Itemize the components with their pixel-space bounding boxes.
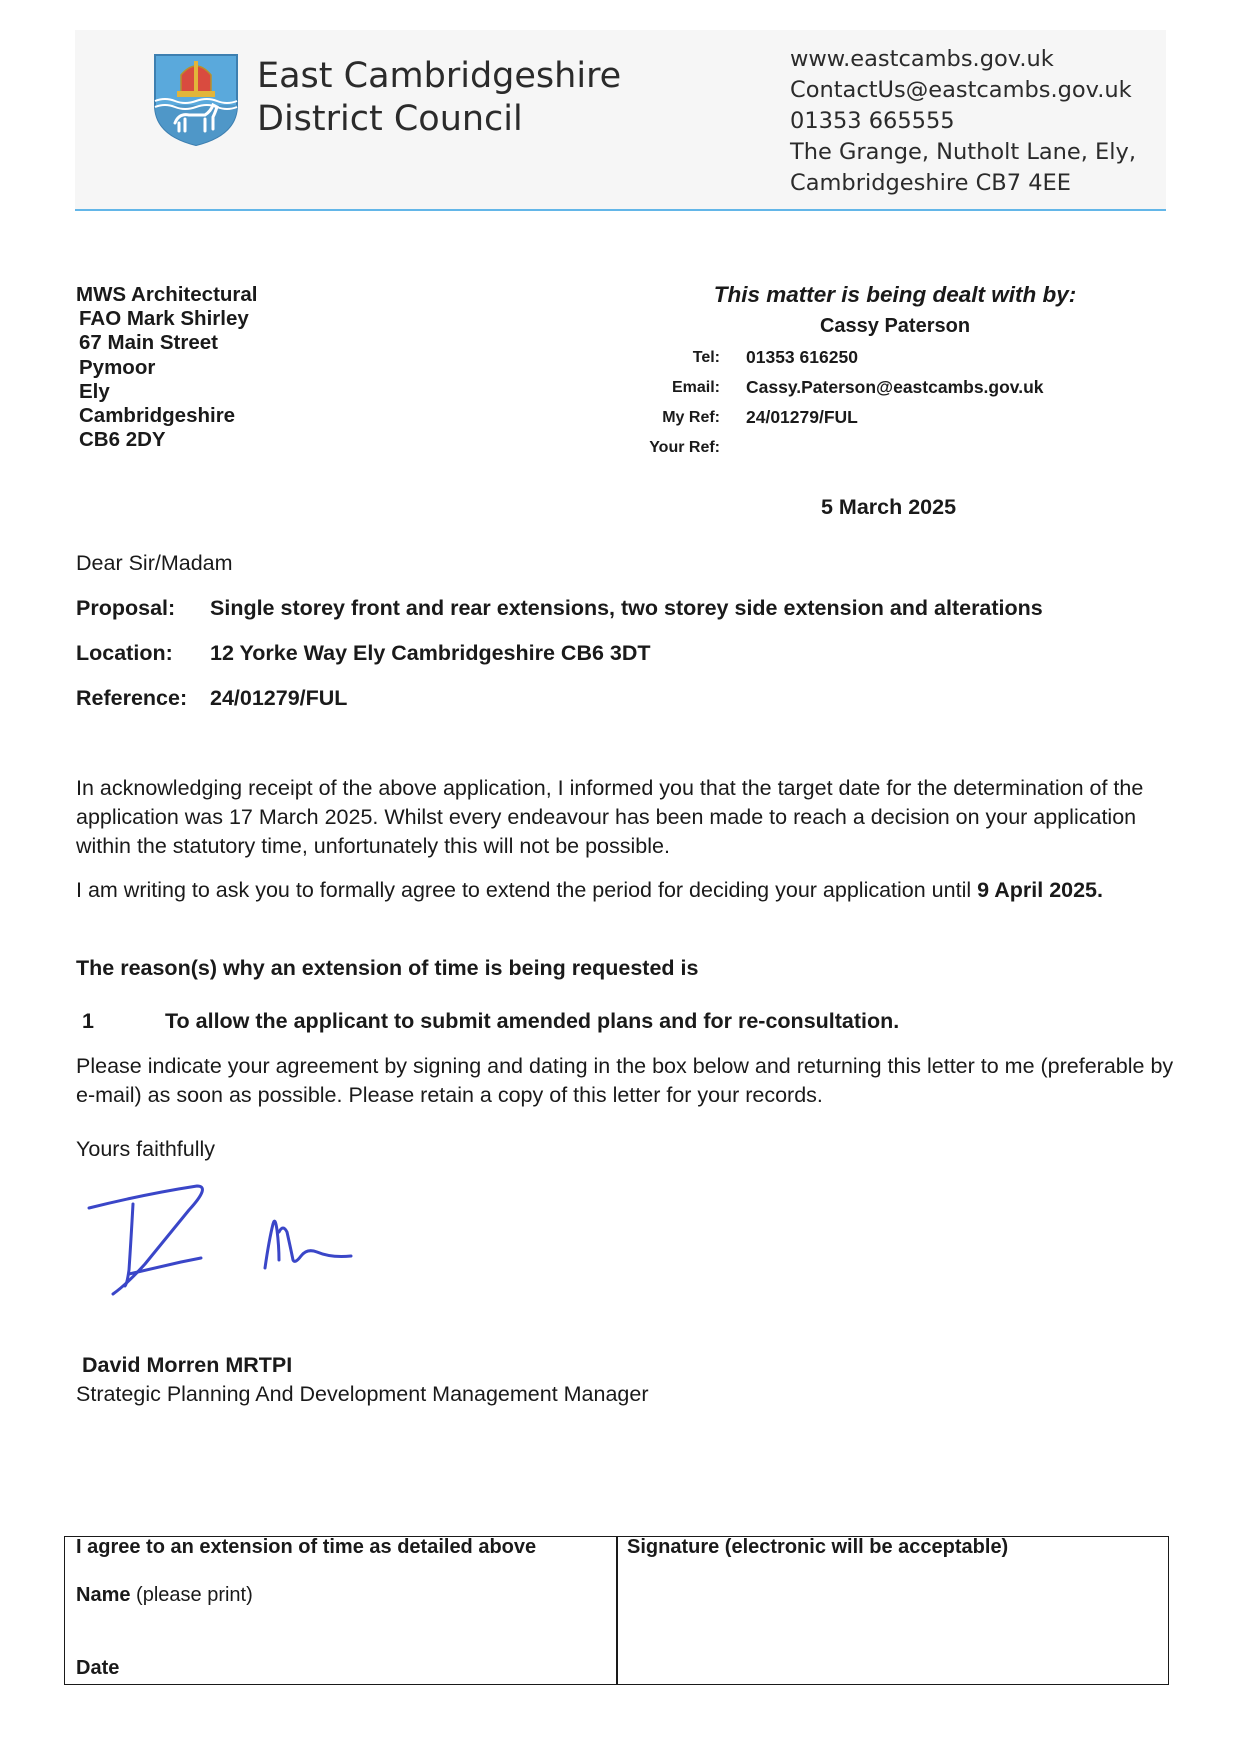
your-ref-label: Your Ref: (649, 439, 720, 456)
council-crest-icon (153, 53, 239, 147)
email-label: Email: (671, 379, 720, 396)
letter-date: 5 March 2025 (821, 495, 957, 519)
email-row (560, 377, 1120, 407)
proposal-label: Proposal: (76, 596, 176, 620)
letterhead-rule (75, 209, 1166, 211)
recipient-line: Pymoor (79, 355, 156, 379)
council-contact (790, 44, 1136, 199)
agreement-heading: I agree to an extension of time as detailed above (76, 1536, 537, 1558)
recipient-line: MWS Architectural (76, 283, 258, 306)
case-officer-name: Cassy Paterson (819, 315, 971, 337)
extension-date: 9 April 2025. (977, 878, 1103, 902)
my-ref-value: 24/01279/FUL (746, 407, 858, 427)
extension-request-paragraph (76, 876, 1176, 905)
my-ref-row (560, 407, 1120, 437)
reason-item (82, 1009, 899, 1034)
reference-label: Reference: (76, 686, 188, 710)
location-row (76, 641, 651, 666)
council-name (257, 55, 621, 141)
council-email-link[interactable]: ContactUs@eastcambs.gov.uk (790, 77, 1132, 103)
council-phone: 01353 665555 (790, 108, 955, 134)
recipient-line: CB6 2DY (79, 428, 166, 452)
agreement-form-divider (616, 1536, 618, 1685)
name-hint: (please print) (130, 1584, 253, 1606)
reason-number: 1 (82, 1009, 94, 1033)
recipient-line: 67 Main Street (79, 331, 218, 355)
acknowledgement-paragraph: In acknowledging receipt of the above application, I informed you that the target date for the determination of the application was 17 March 2025. Whilst every endeavour has been made to reach a decision on your application within the statutory time, unfortunately this will not be possible. (76, 776, 1144, 858)
council-website-link[interactable]: www.eastcambs.gov.uk (790, 46, 1054, 72)
signatory-title: Strategic Planning And Development Management Manager (76, 1382, 649, 1406)
tel-row (560, 347, 1120, 377)
council-address-line-2: Cambridgeshire CB7 4EE (790, 170, 1071, 196)
reference-row (76, 686, 347, 711)
extension-request-text: I am writing to ask you to formally agree to extend the period for deciding your application until (76, 878, 978, 902)
tel-value: 01353 616250 (746, 347, 858, 367)
closing: Yours faithfully (76, 1137, 216, 1161)
proposal-row (76, 596, 1043, 621)
recipient-line: Ely (79, 379, 110, 403)
location-value: 12 Yorke Way Ely Cambridgeshire CB6 3DT (210, 641, 651, 665)
your-ref-row (560, 437, 1120, 467)
name-field[interactable] (76, 1584, 253, 1607)
tel-label: Tel: (692, 349, 720, 366)
date-field[interactable]: Date (76, 1657, 120, 1679)
reference-block (560, 347, 1120, 467)
reason-text: To allow the applicant to submit amended plans and for re-consultation. (165, 1009, 900, 1033)
council-address-line-1: The Grange, Nutholt Lane, Ely, (790, 139, 1136, 165)
name-label: Name (76, 1584, 131, 1606)
dealt-with-heading: This matter is being dealt with by: (713, 282, 1077, 307)
recipient-line: FAO Mark Shirley (79, 307, 249, 331)
my-ref-label: My Ref: (662, 409, 720, 426)
handwritten-signature (85, 1180, 395, 1310)
signatory-name: David Morren MRTPI (82, 1353, 293, 1377)
recipient-address (76, 283, 258, 452)
reason-heading: The reason(s) why an extension of time is being requested is (76, 956, 699, 980)
reference-value: 24/01279/FUL (210, 686, 348, 710)
signature-field[interactable]: Signature (electronic will be acceptable) (627, 1536, 1009, 1558)
proposal-value: Single storey front and rear extensions, two storey side extension and alterations (210, 596, 1043, 620)
council-name-line-1: East Cambridgeshire (257, 56, 622, 96)
officer-email-link[interactable]: Cassy.Paterson@eastcambs.gov.uk (746, 377, 1044, 397)
agreement-instructions-paragraph: Please indicate your agreement by signing and dating in the box below and returning this letter to me (preferable by e-mail) as soon as possible. Please retain a copy of this letter for your records. (76, 1054, 1174, 1107)
recipient-line: Cambridgeshire (79, 404, 236, 428)
council-name-line-2: District Council (257, 99, 523, 139)
location-label: Location: (76, 641, 173, 665)
salutation: Dear Sir/Madam (76, 551, 233, 575)
